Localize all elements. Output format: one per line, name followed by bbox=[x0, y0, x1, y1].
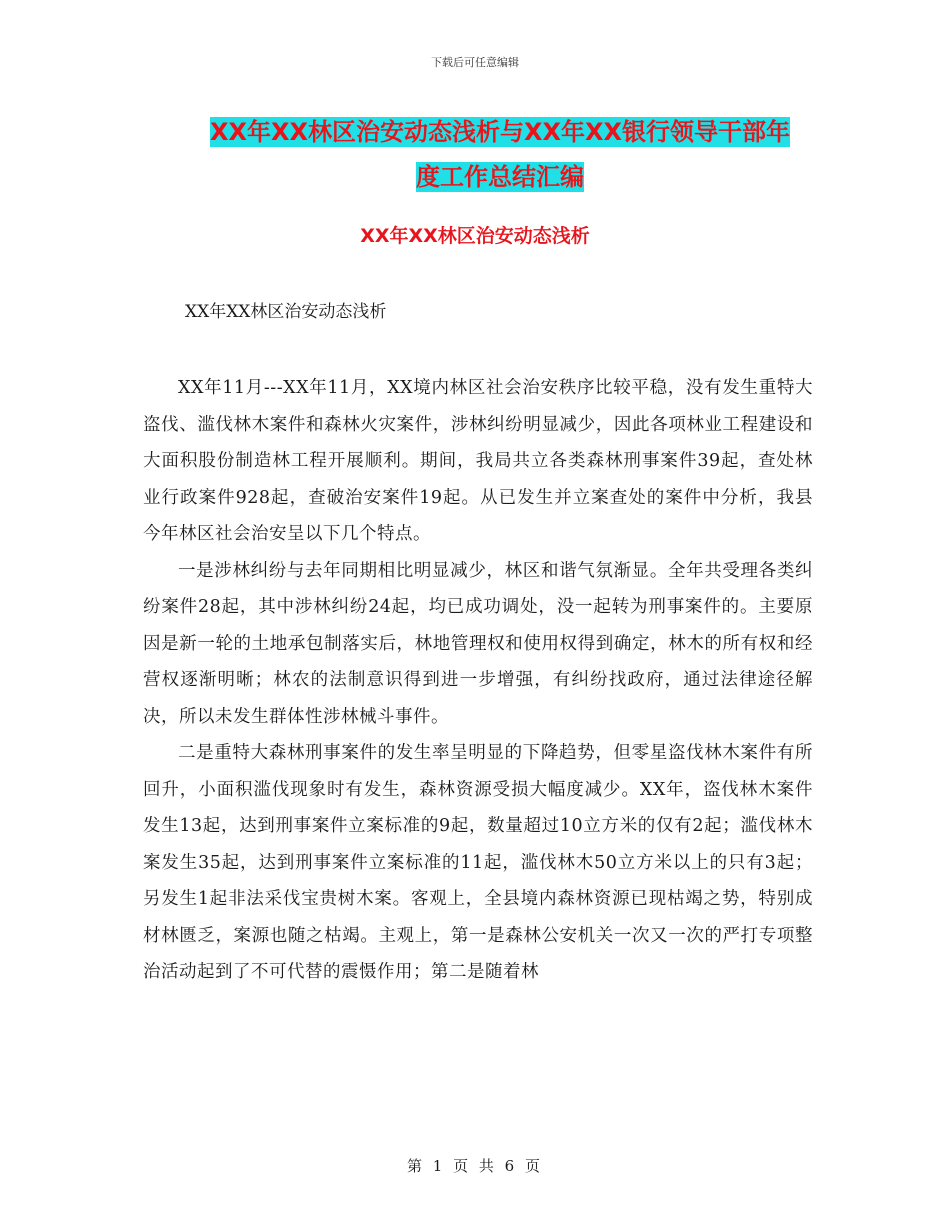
document-title-line-2: 度工作总结汇编 bbox=[416, 163, 584, 191]
page-number-footer: 第 1 页 共 6 页 bbox=[407, 1157, 543, 1175]
section-title: XX年XX林区治安动态浅析 bbox=[360, 225, 590, 247]
paragraph-intro: XX年11月---XX年11月，XX境内林区社会治安秩序比较平稳，没有发生重特大盗伐、滥伐林木案件和森林火灾案件，涉林纠纷明显减少，因此各项林业工程建设和大面积股份制造林工程开展顺利。期间，我局共立各类森林刑事案件39起，查处林业行政案件928起，查破治安案件19起。从已发生并立案查处的案件中分析，我县今年林区社会治安呈以下几个特点。 bbox=[143, 378, 813, 544]
body-text bbox=[143, 370, 813, 991]
document-title-line-1: XX年XX林区治安动态浅析与XX年XX银行领导干部年 bbox=[209, 118, 791, 146]
paragraph-point-one: 一是涉林纠纷与去年同期相比明显减少，林区和谐气氛渐显。全年共受理各类纠纷案件28起，其中涉林纠纷24起，均已成功调处，没一起转为刑事案件的。主要原因是新一轮的土地承包制落实后，林地管理权和使用权得到确定，林木的所有权和经营权逐渐明晰；林农的法制意识得到进一步增强，有纠纷找政府，通过法律途径解决，所以未发生群体性涉林械斗事件。 bbox=[143, 560, 813, 727]
sub-title: XX年XX林区治安动态浅析 bbox=[185, 302, 387, 322]
header-note: 下载后可任意编辑 bbox=[431, 56, 519, 69]
document-title bbox=[140, 110, 860, 200]
paragraph-point-two: 二是重特大森林刑事案件的发生率呈明显的下降趋势，但零星盗伐林木案件有所回升，小面积滥伐现象时有发生，森林资源受损大幅度减少。XX年，盗伐林木案件发生13起，达到刑事案件立案标准的9起，数量超过10立方米的仅有2起；滥伐林木案发生35起，达到刑事案件立案标准的11起，滥伐林木50立方米以上的只有3起；另发生1起非法采伐宝贵树木案。客观上，全县境内森林资源已现枯竭之势，特别成材林匮乏，案源也随之枯竭。主观上，第一是森林公安机关一次又一次的严打专项整治活动起到了不可代替的震慑作用；第二是随着林 bbox=[143, 743, 813, 982]
